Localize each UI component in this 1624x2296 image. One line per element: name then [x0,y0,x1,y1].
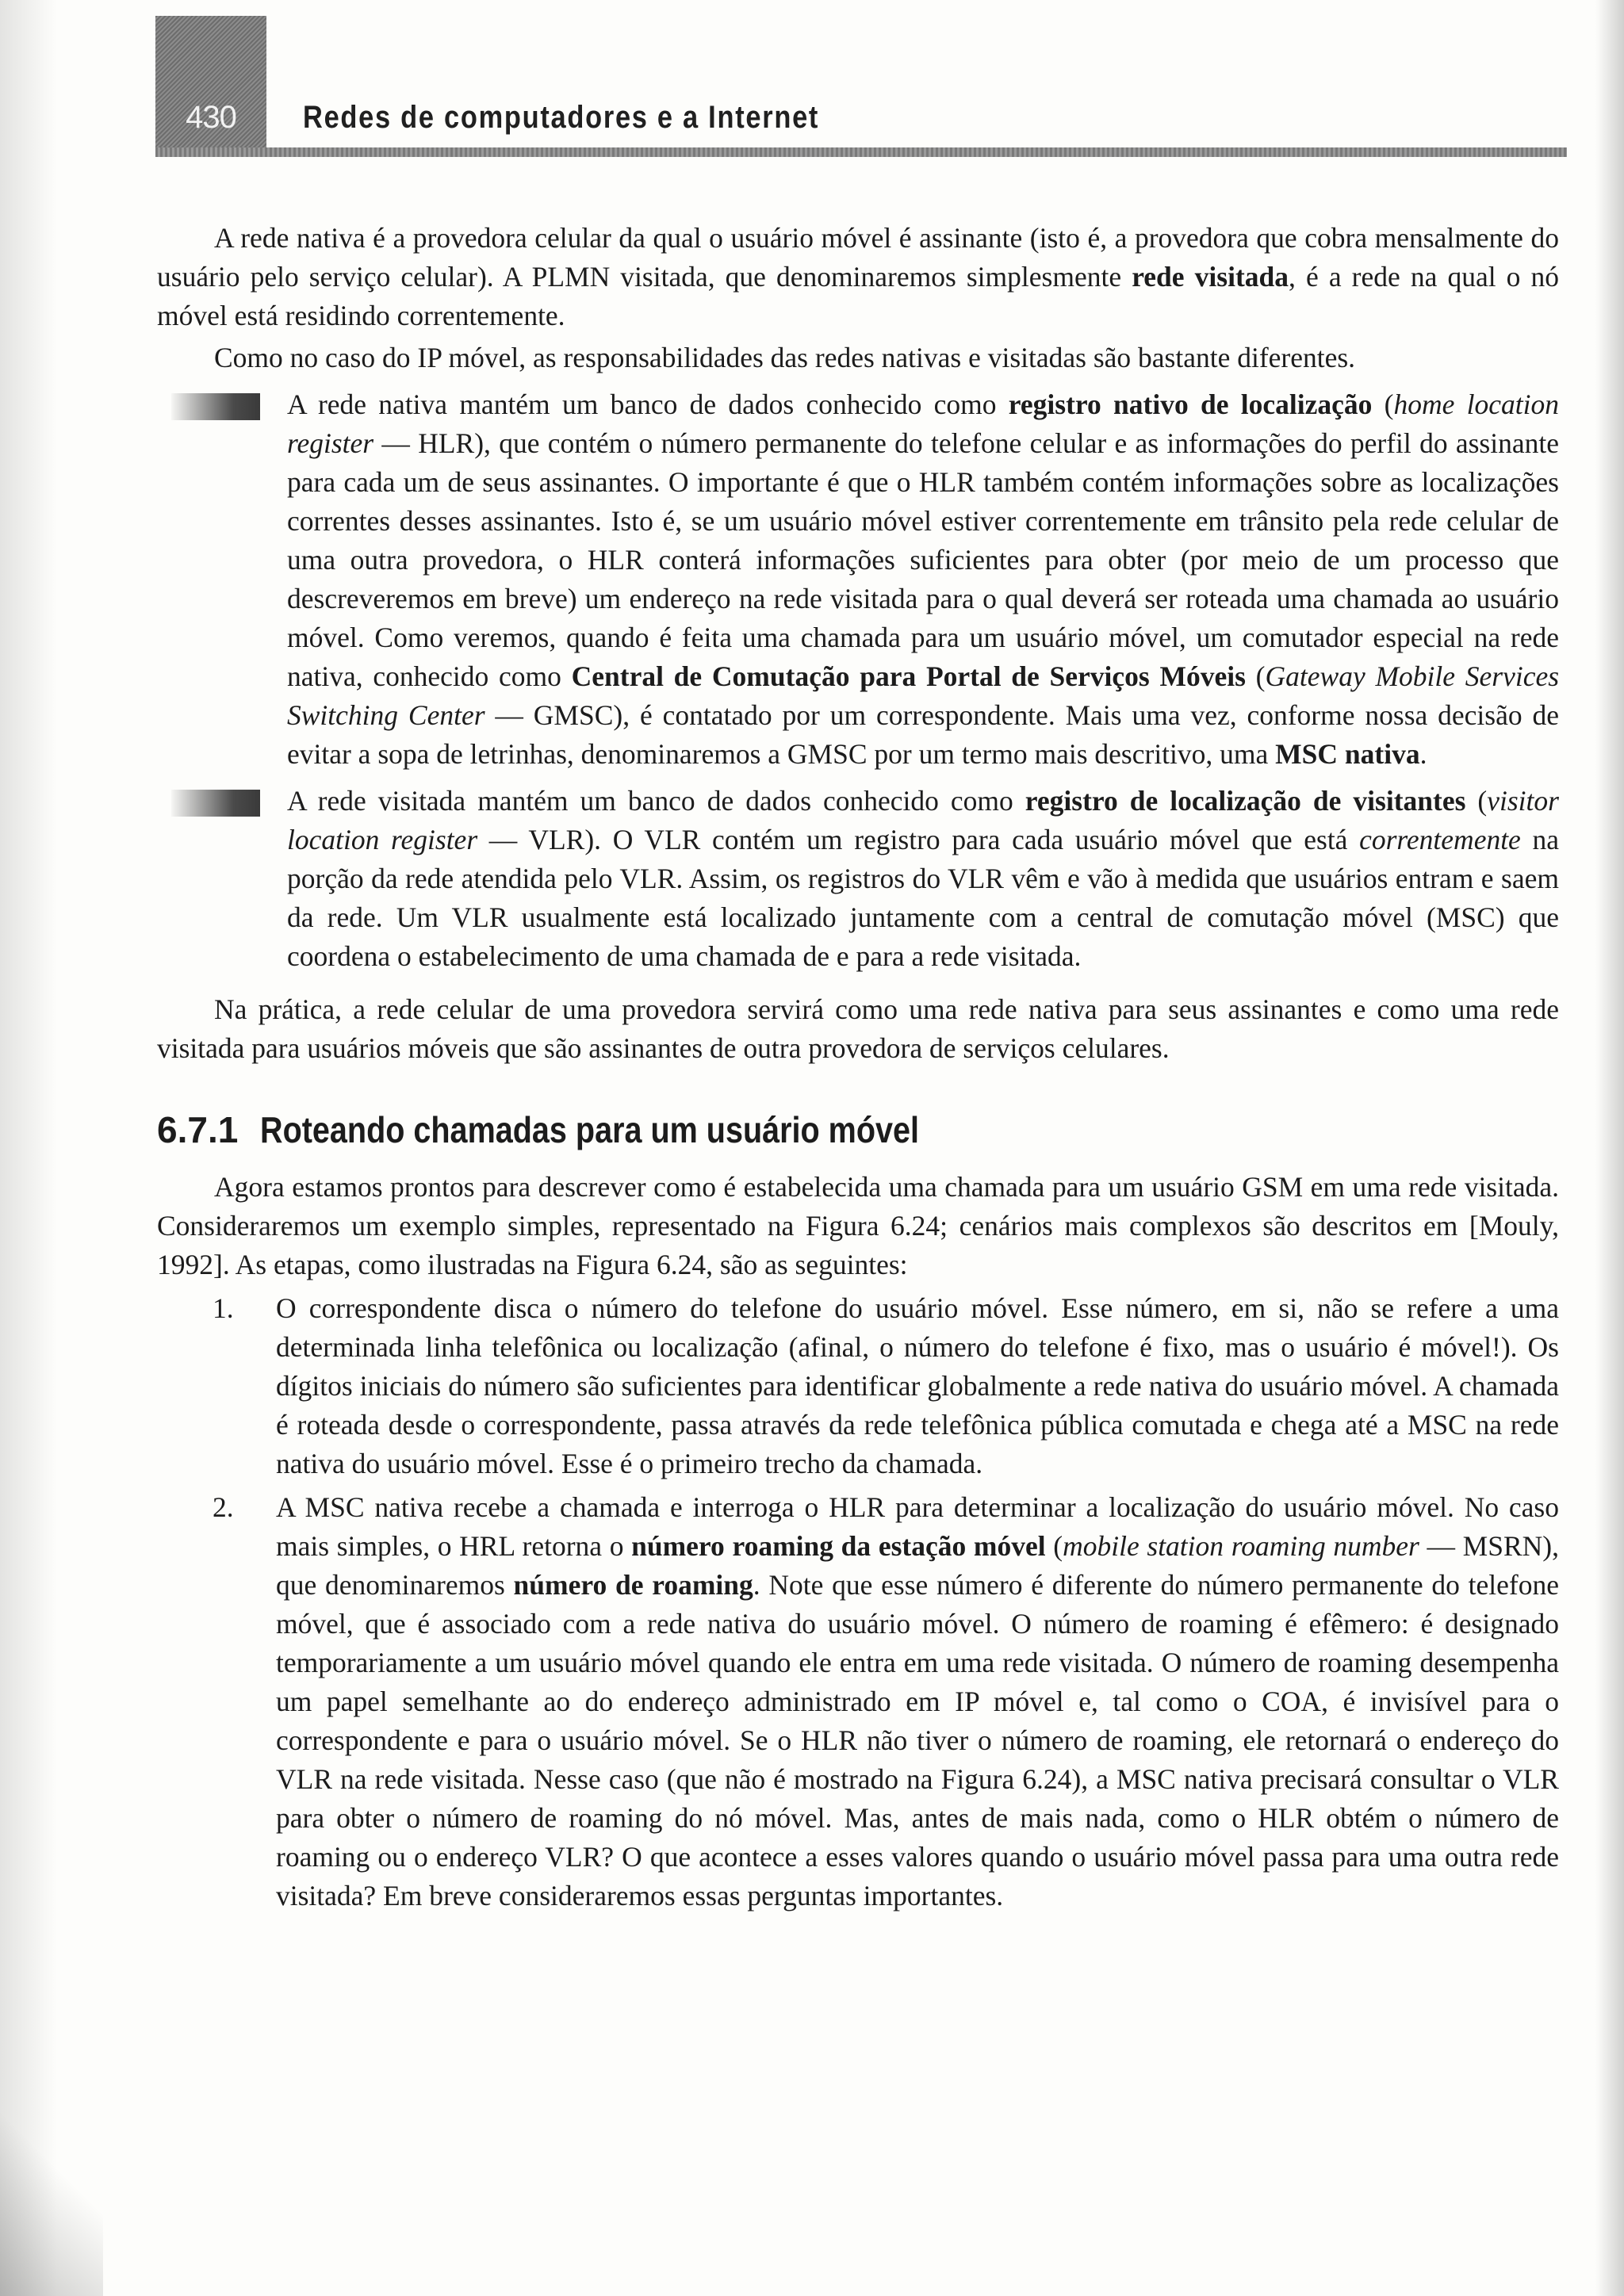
page-number-tab [155,16,266,157]
page-edge-shadow-left [0,0,71,2296]
practice-paragraph: Na prática, a rede celular de uma provedora servirá como uma rede nativa para seus assinantes e como uma rede visitada para usuários móveis que são assinantes de outra provedora de serviços celulares. [157,993,1559,1064]
section-heading [157,1106,1559,1154]
step-text: A MSC nativa recebe a chamada e interroga o HLR para determinar a localização do usuário móvel. No caso mais simples, o HRL retorna o número roaming da estação móvel (mobile station roaming number — MSRN), que denominaremos número de roaming. Note que esse número é diferente do número permanente do telefone móvel, que é associado com a rede nativa do usuário móvel. O número de roaming é efêmero: é designado temporariamente a um usuário móvel quando ele entra em uma rede visitada. O número de roaming desempenha um papel semelhante ao do endereço administrado em IP móvel e, tal como o COA, é invisível para o correspondente e para o usuário móvel. Se o HLR não tiver o número de roaming, ele retornará o endereço do VLR na rede visitada. Nesse caso (que não é mostrado na Figura 6.24), a MSC nativa precisará consultar o VLR para obter o número de roaming do nó móvel. Mas, antes de mais nada, como o HLR obtém o número de roaming ou o endereço VLR? O que acontece a esses valores quando o usuário móvel passa para uma outra rede visitada? Em breve consideraremos essas perguntas importantes. [276,1491,1559,1911]
page-body [157,219,1559,1915]
bold-term: registro nativo de localização [1008,388,1373,420]
bold-term: registro de localização de visitantes [1025,785,1466,817]
italic-term: Gateway Mobile Services Switching Center [287,660,1560,731]
running-header-title: Redes de computadores e a Internet [303,100,820,135]
list-item [157,1488,1559,1915]
step-text: O correspondente disca o número do telefone do usuário móvel. Esse número, em si, não se refere a uma determinada linha telefônica ou localização (afinal, o número do telefone é fixo, mas o usuário é móvel!). Os dígitos iniciais do número são suficientes para identificar globalmente a rede nativa do usuário móvel. A chamada é roteada desde o correspondente, passa através da rede telefônica pública comutada e chega até a MSC na rede nativa do usuário móvel. Esse é o primeiro trecho da chamada. [276,1292,1559,1479]
page-edge-shadow-right [1592,0,1624,2296]
bold-term: Central de Comutação para Portal de Serviços Móveis [571,660,1246,692]
section-intro-paragraph: Agora estamos prontos para descrever como é estabelecida uma chamada para um usuário GSM em uma rede visitada. Consideraremos um exemplo simples, representado na Figura 6.24; cenários mais complexos são descritos em [Mouly, 1992]. As etapas, como ilustradas na Figura 6.24, são as seguintes: [157,1171,1559,1280]
bullet-text-hlr: A rede nativa mantém um banco de dados conhecido como registro nativo de localização (home location register — HLR), que contém o número permanente do telefone celular e as informações do perfil do assinante para cada um de seus assinantes. O importante é que o HLR também contém informações sobre as localizações correntes desses assinantes. Isto é, se um usuário móvel estiver correntemente em trânsito pela rede celular de uma outra provedora, o HLR conterá informações suficientes para obter (por meio de um processo que descreveremos em breve) um endereço na rede visitada para o qual deverá ser roteada uma chamada ao usuário móvel. Como veremos, quando é feita uma chamada para um usuário móvel, um comutador especial na rede nativa, conhecido como Central de Comutação para Portal de Serviços Móveis (Gateway Mobile Services Switching Center — GMSC), é contatado por um correspondente. Mais uma vez, conforme nossa decisão de evitar a sopa de letrinhas, denominaremos a GMSC por um termo mais descritivo, uma MSC nativa. [287,388,1560,770]
italic-term: home location register [287,388,1559,459]
italic-term: mobile station roaming number [1063,1530,1419,1562]
italic-term: visitor location register [287,785,1559,855]
bullet-marker-icon [171,393,260,420]
page-corner-shadow [0,2090,103,2296]
step-number: 1. [213,1292,234,1324]
bullet-marker-icon [171,790,260,817]
intro-paragraph-1: A rede nativa é a provedora celular da qual o usuário móvel é assinante (isto é, a provedora que cobra mensalmente do usuário pelo serviço celular). A PLMN visitada, que denominaremos simplesmente rede visitada, é a rede na qual o nó móvel está residindo correntemente. [157,222,1560,331]
bullet-item-vlr [157,782,1559,976]
step-number: 2. [213,1491,234,1523]
intro-paragraph-2: Como no caso do IP móvel, as responsabilidades das redes nativas e visitadas são bastante diferentes. [214,342,1356,373]
bold-term: número roaming da estação móvel [631,1530,1046,1562]
header-rule [155,147,1567,157]
page-number: 430 [186,100,236,135]
italic-term: correntemente [1359,824,1521,855]
bold-term: número de roaming [513,1569,753,1601]
section-title: Roteando chamadas para um usuário móvel [260,1109,920,1150]
bullet-text-vlr: A rede visitada mantém um banco de dados conhecido como registro de localização de visitantes (visitor location register — VLR). O VLR contém um registro para cada usuário móvel que está correntemente na porção da rede atendida pelo VLR. Assim, os registros do VLR vêm e vão à medida que usuários entram e saem da rede. Um VLR usualmente está localizado juntamente com a central de comutação móvel (MSC) que coordena o estabelecimento de uma chamada de e para a rede visitada. [287,785,1560,972]
steps-list [157,1289,1559,1915]
list-item [157,1289,1559,1483]
bold-term: rede visitada [1132,261,1289,293]
bullet-item-hlr [157,385,1559,774]
section-number: 6.7.1 [157,1109,239,1150]
bold-term: MSC nativa [1275,738,1420,770]
